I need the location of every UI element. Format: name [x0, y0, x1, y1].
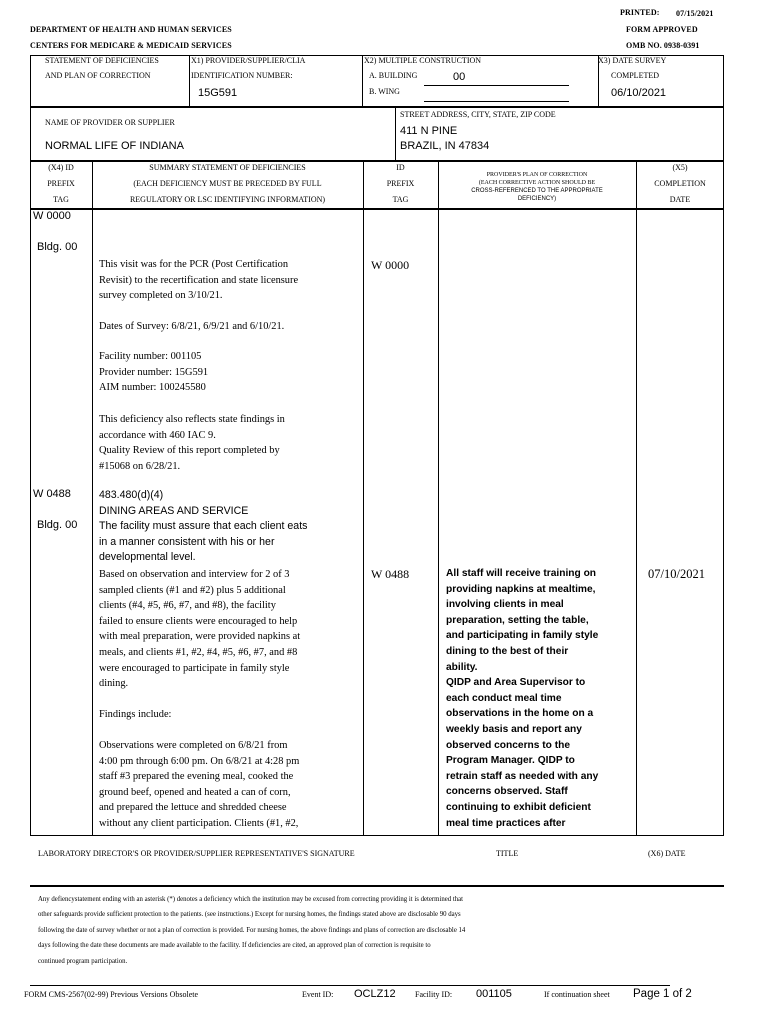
id-tag-2: W 0488 [371, 567, 410, 581]
x6-date-label: (X6) DATE [648, 849, 686, 858]
provider-box [30, 107, 724, 161]
id-header-2: PREFIX [386, 179, 415, 188]
observations-detail: Observations were completed on 6/8/21 from 4:00 pm through 6:00 pm. On 6/8/21 at 4:28 pm staff #3 prepared the evening meal, cooked the ground beef, opened and heated a can of corn, and prepared the lettuce and shredded cheese without any client participation. Clients (#1, #2, [99, 740, 300, 829]
prefix-tag-1: W 0000 [33, 210, 71, 222]
form-number: FORM CMS-2567(02-99) Previous Versions Obsolete [24, 990, 199, 999]
a-building-label: A. BUILDING [369, 71, 418, 80]
x5-header-2: COMPLETION [654, 179, 706, 188]
centers-title: CENTERS FOR MEDICARE & MEDICAID SERVICES [30, 41, 232, 50]
plan-of-correction: All staff will receive training on providing napkins at mealtime, involving clients in meal preparation, setting the table, and participating in family style dining to the best of their ability. QIDP and Area Supervisor to each conduct meal time observations in the home on a weekly basis and report any observed concerns to the Program Manager. QIDP to retrain staff as needed with any concerns observed. Staff continuing to exhibit deficient meal time practices after [446, 568, 599, 829]
facility-id-label: Facility ID: [415, 990, 453, 999]
title-label: TITLE [496, 849, 519, 858]
summary-header-1: SUMMARY STATEMENT OF DEFICIENCIES [149, 163, 306, 172]
id-header-1: ID [396, 163, 405, 172]
prefix-tag-2: W 0488 [33, 488, 71, 500]
x3-label-1: X3) DATE SURVEY [598, 56, 667, 65]
page-number: Page 1 of 2 [633, 988, 692, 1000]
address-label: STREET ADDRESS, CITY, STATE, ZIP CODE [400, 110, 556, 119]
plan-header-3: CROSS-REFERENCED TO THE APPROPRIATE [471, 188, 603, 194]
x2-label: X2) MULTIPLE CONSTRUCTION [364, 56, 482, 65]
x1-label-2: IDENTIFICATION NUMBER: [191, 71, 293, 80]
findings-include: Findings include: [99, 709, 172, 720]
address-line-1: 411 N PINE [400, 125, 458, 137]
state-findings: This deficiency also reflects state findings in accordance with 460 IAC 9. Quality Review of this report completed by #15068 on 6/28/21. [99, 414, 285, 472]
printed-label: PRINTED: [620, 8, 660, 17]
survey-date-value: 06/10/2021 [611, 87, 667, 99]
facility-id-value: 001105 [476, 988, 512, 1000]
statement-label-2: AND PLAN OF CORRECTION [45, 71, 151, 80]
x1-label-1: X1) PROVIDER/SUPPLIER/CLIA [191, 56, 306, 65]
signature-label: LABORATORY DIRECTOR'S OR PROVIDER/SUPPLIER REPRESENTATIVE'S SIGNATURE [38, 849, 355, 858]
survey-dates: Dates of Survey: 6/8/21, 6/9/21 and 6/10/21. [99, 321, 285, 332]
x5-header-1: (X5) [672, 163, 688, 172]
intro-paragraph: This visit was for the PCR (Post Certification Revisit) to the recertification and state licensure survey completed on 3/10/21. [99, 259, 299, 302]
plan-header-1: PROVIDER'S PLAN OF CORRECTION [486, 172, 588, 178]
department-title: DEPARTMENT OF HEALTH AND HUMAN SERVICES [30, 25, 232, 34]
continuation-label: If continuation sheet [544, 990, 610, 999]
id-header-3: TAG [392, 195, 409, 204]
plan-header-4: DEFICIENCY) [517, 196, 557, 202]
completion-date: 07/10/2021 [648, 567, 705, 581]
address-line-2: BRAZIL, IN 47834 [400, 140, 490, 152]
event-id-value: OCLZ12 [354, 988, 396, 1000]
form-approved: FORM APPROVED [626, 25, 698, 34]
provider-name-value: NORMAL LIFE OF INDIANA [45, 140, 184, 152]
summary-header-3: REGULATORY OR LSC IDENTIFYING INFORMATION) [129, 195, 326, 204]
x4-header-1: (X4) ID [48, 163, 74, 172]
regulation-text: The facility must assure that each client eats in a manner consistent with his or her developmental level. [99, 520, 308, 564]
x5-header-3: DATE [669, 195, 691, 204]
regulation-code: 483.480(d)(4) [99, 489, 164, 501]
summary-header-2: (EACH DEFICIENCY MUST BE PRECEDED BY FULL [133, 179, 322, 188]
x4-header-2: PREFIX [47, 179, 75, 188]
building-tag-1: Bldg. 00 [37, 241, 78, 253]
a-building-value: 00 [453, 71, 466, 83]
x4-header-3: TAG [53, 195, 69, 204]
b-wing-label: B. WING [369, 87, 400, 96]
id-tag-1: W 0000 [371, 258, 410, 272]
omb-number: OMB NO. 0938-0391 [626, 41, 700, 50]
facility-numbers: Facility number: 001105 Provider number: 15G591 AIM number: 100245580 [99, 351, 209, 394]
regulation-title: DINING AREAS AND SERVICE [99, 505, 249, 517]
provider-id-value: 15G591 [198, 87, 238, 99]
disclaimer-text: Any defiencystatement ending with an asterisk (*) denotes a deficiency which the institution may be excused from correcting providing it is determined that other safeguards provide sufficient protection to the patients. (see instructions.) Except for nursing homes, the findings stated above are disclosable 90 days following the date of survey whether or not a plan of correction is provided. For nursing homes, the above findings and plans of correction are disclosable 14 days following the date these documents are made available to the facility. If deficiencies are cited, an approved plan of correction is requisite to continued program participation. [38, 896, 466, 965]
event-id-label: Event ID: [302, 990, 334, 999]
printed-date: 07/15/2021 [676, 9, 714, 18]
provider-name-label: NAME OF PROVIDER OR SUPPLIER [45, 118, 175, 127]
plan-header-2: (EACH CORRECTIVE ACTION SHOULD BE [478, 180, 596, 186]
observation-summary: Based on observation and interview for 2 of 3 sampled clients (#1 and #2) plus 5 additional clients (#4, #5, #6, #7, and #8), the facility failed to ensure clients were encouraged to help with meal preparation, were provided napkins at meals, and clients #1, #2, #4, #5, #6, #7, and #8 were encouraged to participate in family style dining. [99, 569, 301, 690]
x3-label-2: COMPLETED [611, 71, 659, 80]
building-tag-2: Bldg. 00 [37, 519, 78, 531]
statement-label-1: STATEMENT OF DEFICIENCIES [45, 56, 159, 65]
